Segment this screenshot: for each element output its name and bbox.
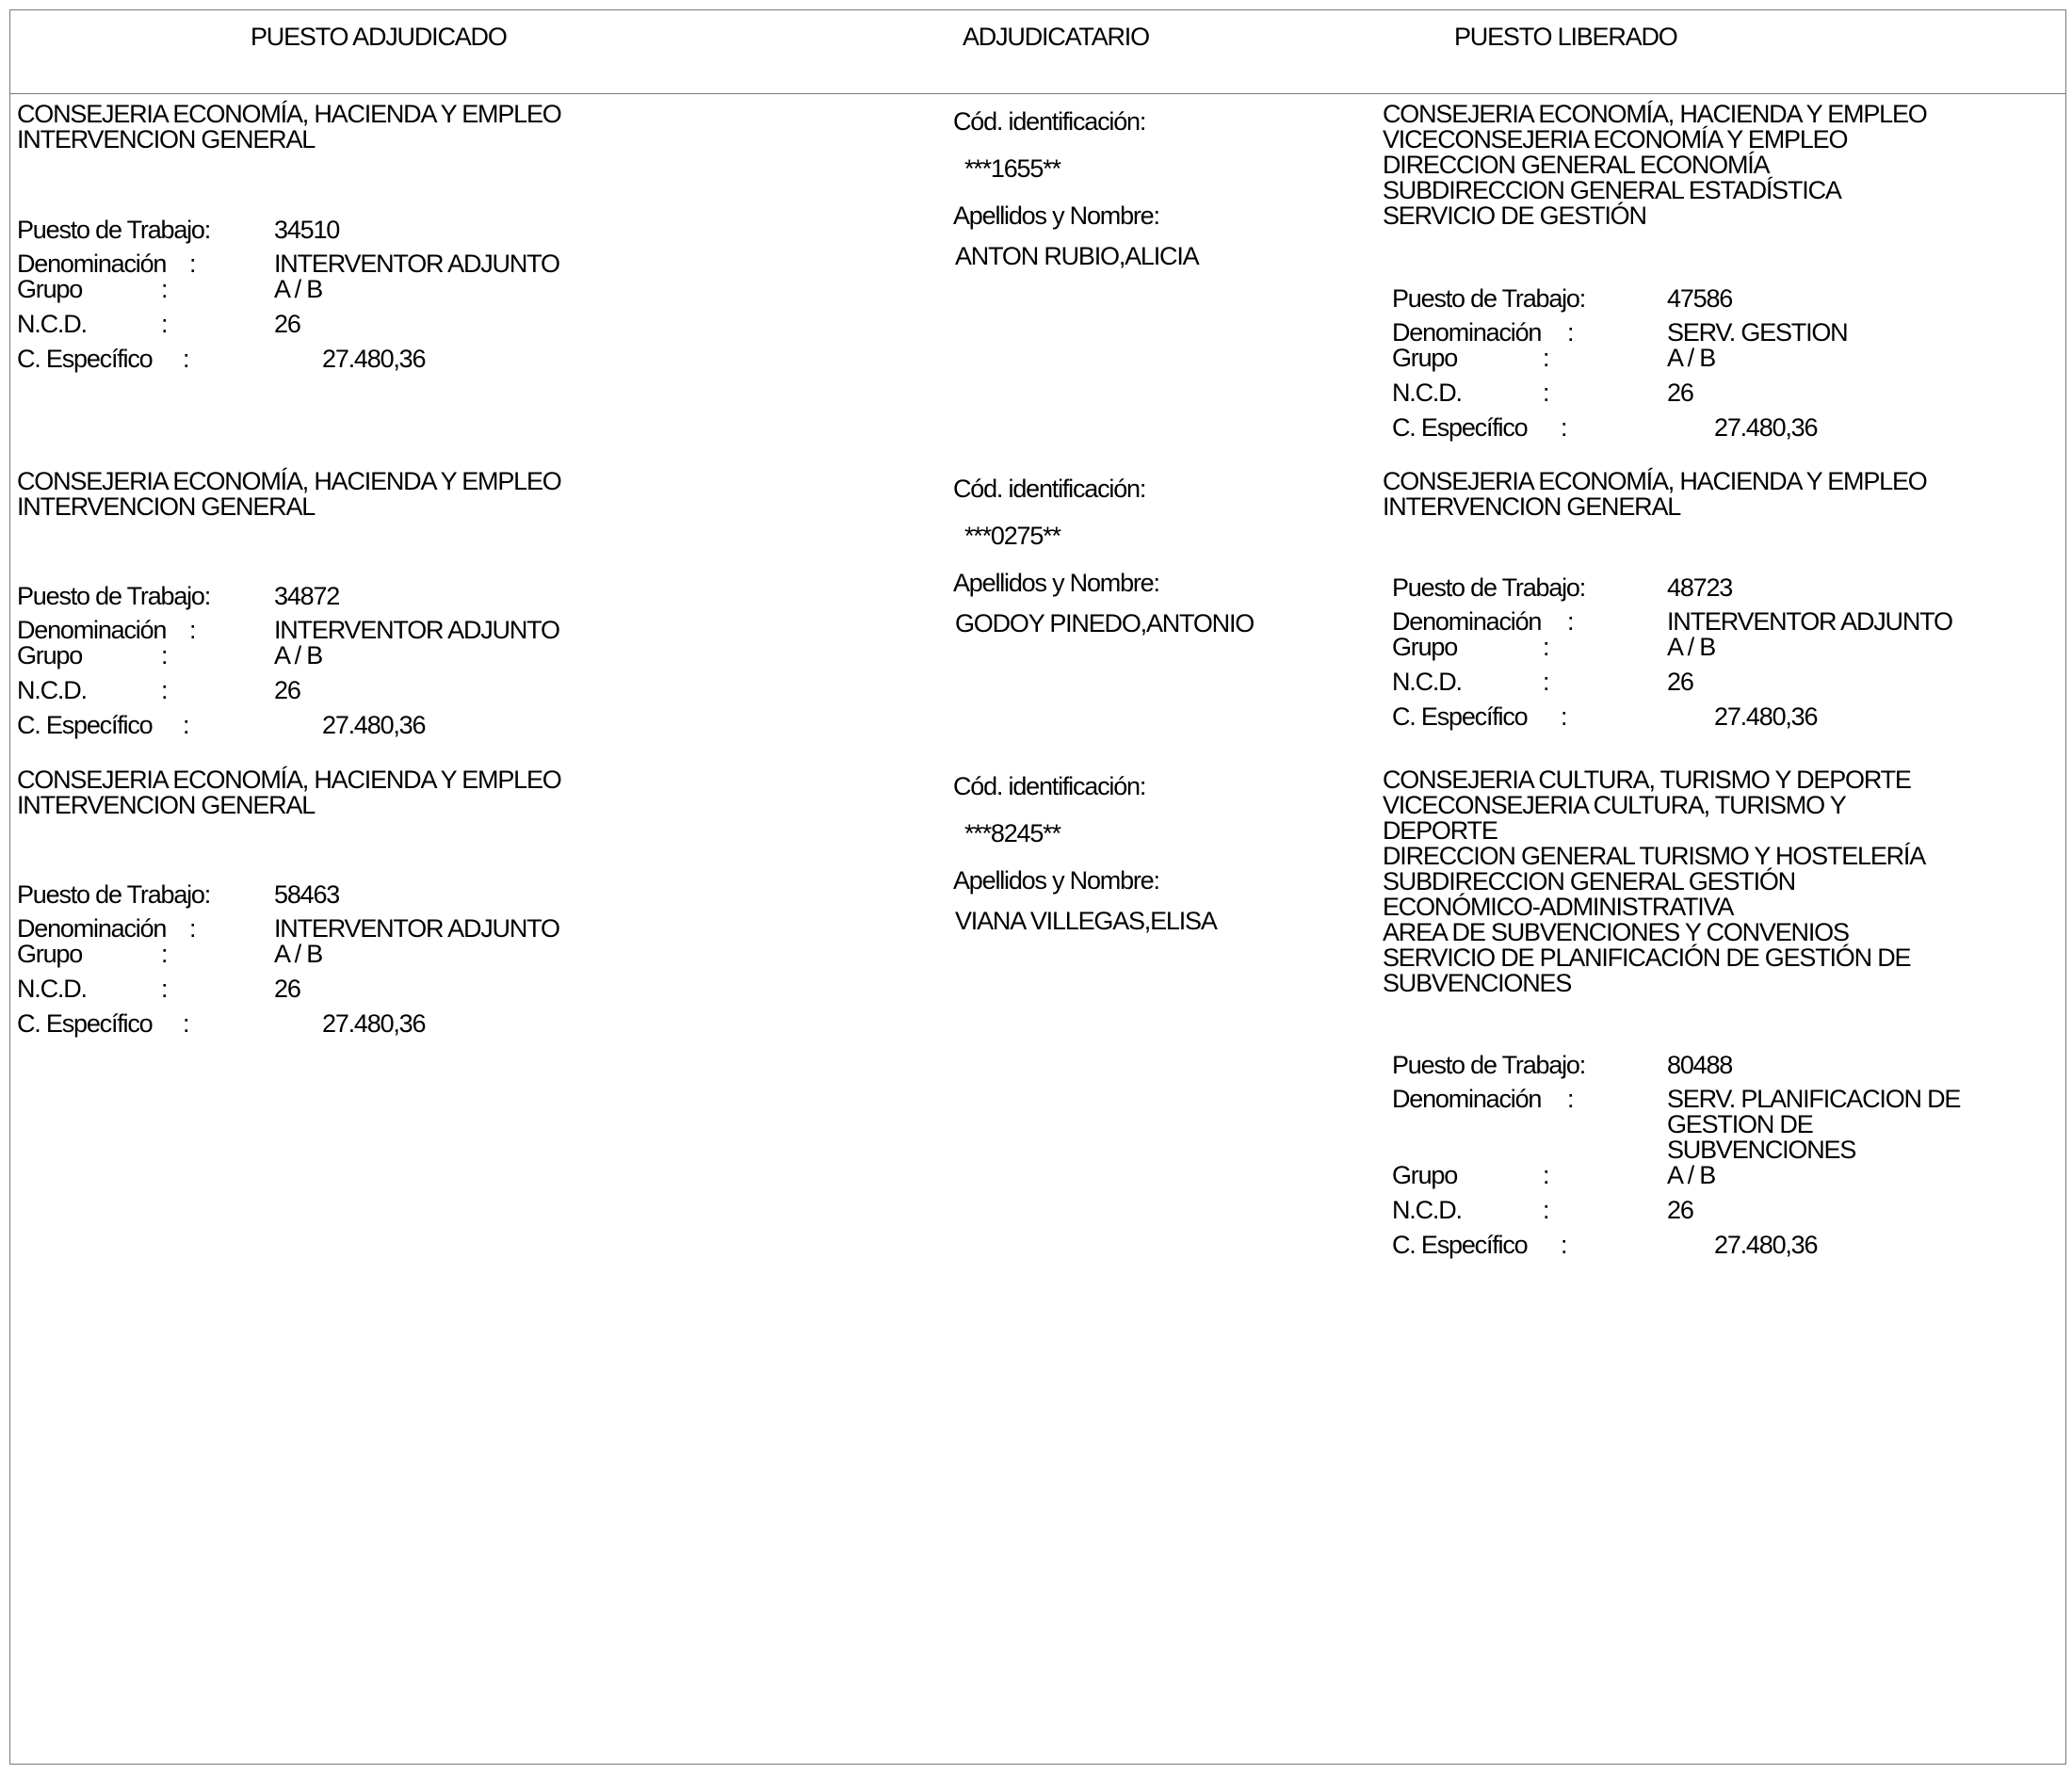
header-divider xyxy=(9,93,2066,94)
liberado-1-organization-line: SUBDIRECCION GENERAL ESTADÍSTICA xyxy=(1383,176,1841,204)
liberado-3-organization-line: AREA DE SUBVENCIONES Y CONVENIOS xyxy=(1383,918,1849,946)
adjudicatario-2-apellidos-label: Apellidos y Nombre: xyxy=(953,569,1159,597)
liberado-3-ncd-value: 26 xyxy=(1667,1196,1693,1224)
liberado-2-grupo-label: Grupo xyxy=(1392,633,1458,661)
liberado-3-denominacion-value-line: GESTION DE xyxy=(1667,1110,1813,1138)
liberado-3-organization-line: DEPORTE xyxy=(1383,816,1497,845)
adjudicatario-1-cod-label: Cód. identificación: xyxy=(953,107,1146,136)
adjudicado-2-ncd-value: 26 xyxy=(274,676,300,704)
liberado-1-organization-line: DIRECCION GENERAL ECONOMÍA xyxy=(1383,151,1770,179)
adjudicado-3-denominacion-value-line: INTERVENTOR ADJUNTO xyxy=(274,914,559,943)
adjudicatario-3-cod-label: Cód. identificación: xyxy=(953,772,1146,800)
adjudicado-3-especifico-colon: : xyxy=(183,1009,189,1038)
adjudicado-2-organization-line: CONSEJERIA ECONOMÍA, HACIENDA Y EMPLEO xyxy=(17,467,561,495)
liberado-3-organization-line: SERVICIO DE PLANIFICACIÓN DE GESTIÓN DE xyxy=(1383,943,1911,972)
adjudicado-3-ncd-colon: : xyxy=(161,975,168,1003)
adjudicado-1-denominacion-value xyxy=(274,251,559,277)
adjudicado-1-organization-line: CONSEJERIA ECONOMÍA, HACIENDA Y EMPLEO xyxy=(17,100,561,128)
liberado-3-organization-line: CONSEJERIA CULTURA, TURISMO Y DEPORTE xyxy=(1383,766,1911,794)
adjudicado-2-organization-line: INTERVENCION GENERAL xyxy=(17,492,316,521)
liberado-1-grupo-colon: : xyxy=(1543,344,1549,372)
adjudicado-1-ncd-label: N.C.D. xyxy=(17,310,87,338)
liberado-2-denominacion-colon: : xyxy=(1567,607,1574,636)
adjudicado-3-ncd-label: N.C.D. xyxy=(17,975,87,1003)
liberado-3-denominacion-value-line: SUBVENCIONES xyxy=(1667,1136,1856,1164)
liberado-3-especifico-value: 27.480,36 xyxy=(1714,1231,1818,1259)
liberado-1-grupo-value: A / B xyxy=(1667,344,1716,372)
adjudicado-2-puesto-value: 34872 xyxy=(274,582,340,610)
adjudicado-2-especifico-colon: : xyxy=(183,711,189,739)
liberado-3-grupo-label: Grupo xyxy=(1392,1161,1458,1189)
liberado-3-organization xyxy=(1383,767,1925,996)
adjudicatario-1-cod-value: ***1655** xyxy=(964,154,1060,183)
liberado-2-organization-line: CONSEJERIA ECONOMÍA, HACIENDA Y EMPLEO xyxy=(1383,467,1927,495)
liberado-1-denominacion-label: Denominación xyxy=(1392,318,1542,347)
liberado-2-denominacion-value xyxy=(1667,609,1952,635)
adjudicado-3-especifico-label: C. Específico xyxy=(17,1009,153,1038)
adjudicado-1-especifico-value: 27.480,36 xyxy=(322,345,426,373)
liberado-2-ncd-value: 26 xyxy=(1667,668,1693,696)
liberado-2-organization-line: INTERVENCION GENERAL xyxy=(1383,492,1681,521)
adjudicado-2-grupo-colon: : xyxy=(161,641,168,669)
adjudicado-3-puesto-value: 58463 xyxy=(274,880,340,909)
liberado-2-especifico-colon: : xyxy=(1561,702,1567,731)
liberado-3-grupo-value: A / B xyxy=(1667,1161,1716,1189)
adjudicado-1-ncd-colon: : xyxy=(161,310,168,338)
liberado-1-denominacion-value-line: SERV. GESTION xyxy=(1667,318,1848,347)
adjudicatario-2-nombre-value: GODOY PINEDO,ANTONIO xyxy=(955,609,1255,637)
adjudicado-3-denominacion-value xyxy=(274,916,559,942)
adjudicado-2-grupo-value: A / B xyxy=(274,641,323,669)
adjudicado-3-puesto-label: Puesto de Trabajo: xyxy=(17,880,211,909)
adjudicado-3-ncd-value: 26 xyxy=(274,975,300,1003)
header-puesto-liberado: PUESTO LIBERADO xyxy=(1454,23,1677,51)
adjudicado-3-denominacion-colon: : xyxy=(189,914,196,943)
adjudicado-1-puesto-value: 34510 xyxy=(274,216,340,244)
adjudicado-3-especifico-value: 27.480,36 xyxy=(322,1009,426,1038)
liberado-3-grupo-colon: : xyxy=(1543,1161,1549,1189)
liberado-3-especifico-label: C. Específico xyxy=(1392,1231,1528,1259)
liberado-2-puesto-value: 48723 xyxy=(1667,573,1733,602)
adjudicado-1-grupo-value: A / B xyxy=(274,275,323,303)
adjudicado-2-especifico-value: 27.480,36 xyxy=(322,711,426,739)
adjudicado-2-especifico-label: C. Específico xyxy=(17,711,153,739)
liberado-3-puesto-label: Puesto de Trabajo: xyxy=(1392,1051,1586,1079)
adjudicado-3-grupo-label: Grupo xyxy=(17,940,83,968)
adjudicado-1-denominacion-value-line: INTERVENTOR ADJUNTO xyxy=(274,250,559,278)
liberado-1-puesto-label: Puesto de Trabajo: xyxy=(1392,284,1586,313)
liberado-2-organization xyxy=(1383,469,1927,520)
adjudicatario-3-nombre-value: VIANA VILLEGAS,ELISA xyxy=(955,907,1217,935)
liberado-3-organization-line: ECONÓMICO-ADMINISTRATIVA xyxy=(1383,893,1734,921)
adjudicado-2-denominacion-value-line: INTERVENTOR ADJUNTO xyxy=(274,616,559,644)
adjudicado-3-organization-line: CONSEJERIA ECONOMÍA, HACIENDA Y EMPLEO xyxy=(17,766,561,794)
adjudicado-2-ncd-colon: : xyxy=(161,676,168,704)
liberado-2-denominacion-label: Denominación xyxy=(1392,607,1542,636)
liberado-2-puesto-label: Puesto de Trabajo: xyxy=(1392,573,1586,602)
liberado-2-denominacion-value-line: INTERVENTOR ADJUNTO xyxy=(1667,607,1952,636)
liberado-1-especifico-value: 27.480,36 xyxy=(1714,413,1818,442)
adjudicatario-1-nombre-value: ANTON RUBIO,ALICIA xyxy=(955,242,1199,270)
liberado-3-organization-line: SUBDIRECCION GENERAL GESTIÓN xyxy=(1383,867,1795,895)
liberado-1-denominacion-colon: : xyxy=(1567,318,1574,347)
liberado-1-grupo-label: Grupo xyxy=(1392,344,1458,372)
adjudicado-2-denominacion-value xyxy=(274,618,559,643)
adjudicado-3-grupo-value: A / B xyxy=(274,940,323,968)
header-puesto-adjudicado: PUESTO ADJUDICADO xyxy=(251,23,507,51)
liberado-1-puesto-value: 47586 xyxy=(1667,284,1733,313)
liberado-3-organization-line: DIRECCION GENERAL TURISMO Y HOSTELERÍA xyxy=(1383,842,1926,870)
adjudicado-1-grupo-colon: : xyxy=(161,275,168,303)
adjudicado-2-denominacion-colon: : xyxy=(189,616,196,644)
liberado-1-organization xyxy=(1383,102,1927,229)
liberado-3-organization-line: SUBVENCIONES xyxy=(1383,969,1572,997)
liberado-2-ncd-colon: : xyxy=(1543,668,1549,696)
liberado-1-denominacion-value xyxy=(1667,320,1847,346)
liberado-1-ncd-colon: : xyxy=(1543,379,1549,407)
adjudicatario-2-cod-value: ***0275** xyxy=(964,522,1060,550)
adjudicado-3-organization xyxy=(17,767,561,818)
adjudicatario-3-cod-value: ***8245** xyxy=(964,819,1060,847)
liberado-1-especifico-label: C. Específico xyxy=(1392,413,1528,442)
adjudicado-3-grupo-colon: : xyxy=(161,940,168,968)
liberado-2-especifico-value: 27.480,36 xyxy=(1714,702,1818,731)
adjudicado-2-organization xyxy=(17,469,561,520)
liberado-3-ncd-label: N.C.D. xyxy=(1392,1196,1462,1224)
liberado-1-organization-line: CONSEJERIA ECONOMÍA, HACIENDA Y EMPLEO xyxy=(1383,100,1927,128)
adjudicado-1-denominacion-colon: : xyxy=(189,250,196,278)
adjudicado-1-denominacion-label: Denominación xyxy=(17,250,167,278)
adjudicado-1-ncd-value: 26 xyxy=(274,310,300,338)
adjudicado-1-grupo-label: Grupo xyxy=(17,275,83,303)
liberado-3-denominacion-colon: : xyxy=(1567,1085,1574,1113)
liberado-2-grupo-value: A / B xyxy=(1667,633,1716,661)
adjudicado-1-puesto-label: Puesto de Trabajo: xyxy=(17,216,211,244)
adjudicado-1-organization xyxy=(17,102,561,153)
liberado-3-organization-line: VICECONSEJERIA CULTURA, TURISMO Y xyxy=(1383,791,1846,819)
liberado-1-ncd-value: 26 xyxy=(1667,379,1693,407)
header-adjudicatario: ADJUDICATARIO xyxy=(963,23,1149,51)
liberado-3-denominacion-label: Denominación xyxy=(1392,1085,1542,1113)
liberado-3-puesto-value: 80488 xyxy=(1667,1051,1733,1079)
adjudicatario-2-cod-label: Cód. identificación: xyxy=(953,475,1146,503)
adjudicado-2-ncd-label: N.C.D. xyxy=(17,676,87,704)
adjudicado-2-grupo-label: Grupo xyxy=(17,641,83,669)
liberado-1-organization-line: SERVICIO DE GESTIÓN xyxy=(1383,202,1646,230)
liberado-1-organization-line: VICECONSEJERIA ECONOMÍA Y EMPLEO xyxy=(1383,125,1848,153)
liberado-1-especifico-colon: : xyxy=(1561,413,1567,442)
adjudicatario-3-apellidos-label: Apellidos y Nombre: xyxy=(953,866,1159,895)
liberado-3-ncd-colon: : xyxy=(1543,1196,1549,1224)
adjudicado-3-denominacion-label: Denominación xyxy=(17,914,167,943)
liberado-2-especifico-label: C. Específico xyxy=(1392,702,1528,731)
liberado-3-especifico-colon: : xyxy=(1561,1231,1567,1259)
liberado-1-ncd-label: N.C.D. xyxy=(1392,379,1462,407)
liberado-3-denominacion-value xyxy=(1667,1087,1960,1163)
liberado-2-ncd-label: N.C.D. xyxy=(1392,668,1462,696)
liberado-2-grupo-colon: : xyxy=(1543,633,1549,661)
adjudicado-1-especifico-label: C. Específico xyxy=(17,345,153,373)
adjudicado-1-especifico-colon: : xyxy=(183,345,189,373)
adjudicado-3-organization-line: INTERVENCION GENERAL xyxy=(17,791,316,819)
adjudicado-1-organization-line: INTERVENCION GENERAL xyxy=(17,125,316,153)
liberado-3-denominacion-value-line: SERV. PLANIFICACION DE xyxy=(1667,1085,1961,1113)
adjudicado-2-denominacion-label: Denominación xyxy=(17,616,167,644)
adjudicado-2-puesto-label: Puesto de Trabajo: xyxy=(17,582,211,610)
adjudicatario-1-apellidos-label: Apellidos y Nombre: xyxy=(953,202,1159,230)
